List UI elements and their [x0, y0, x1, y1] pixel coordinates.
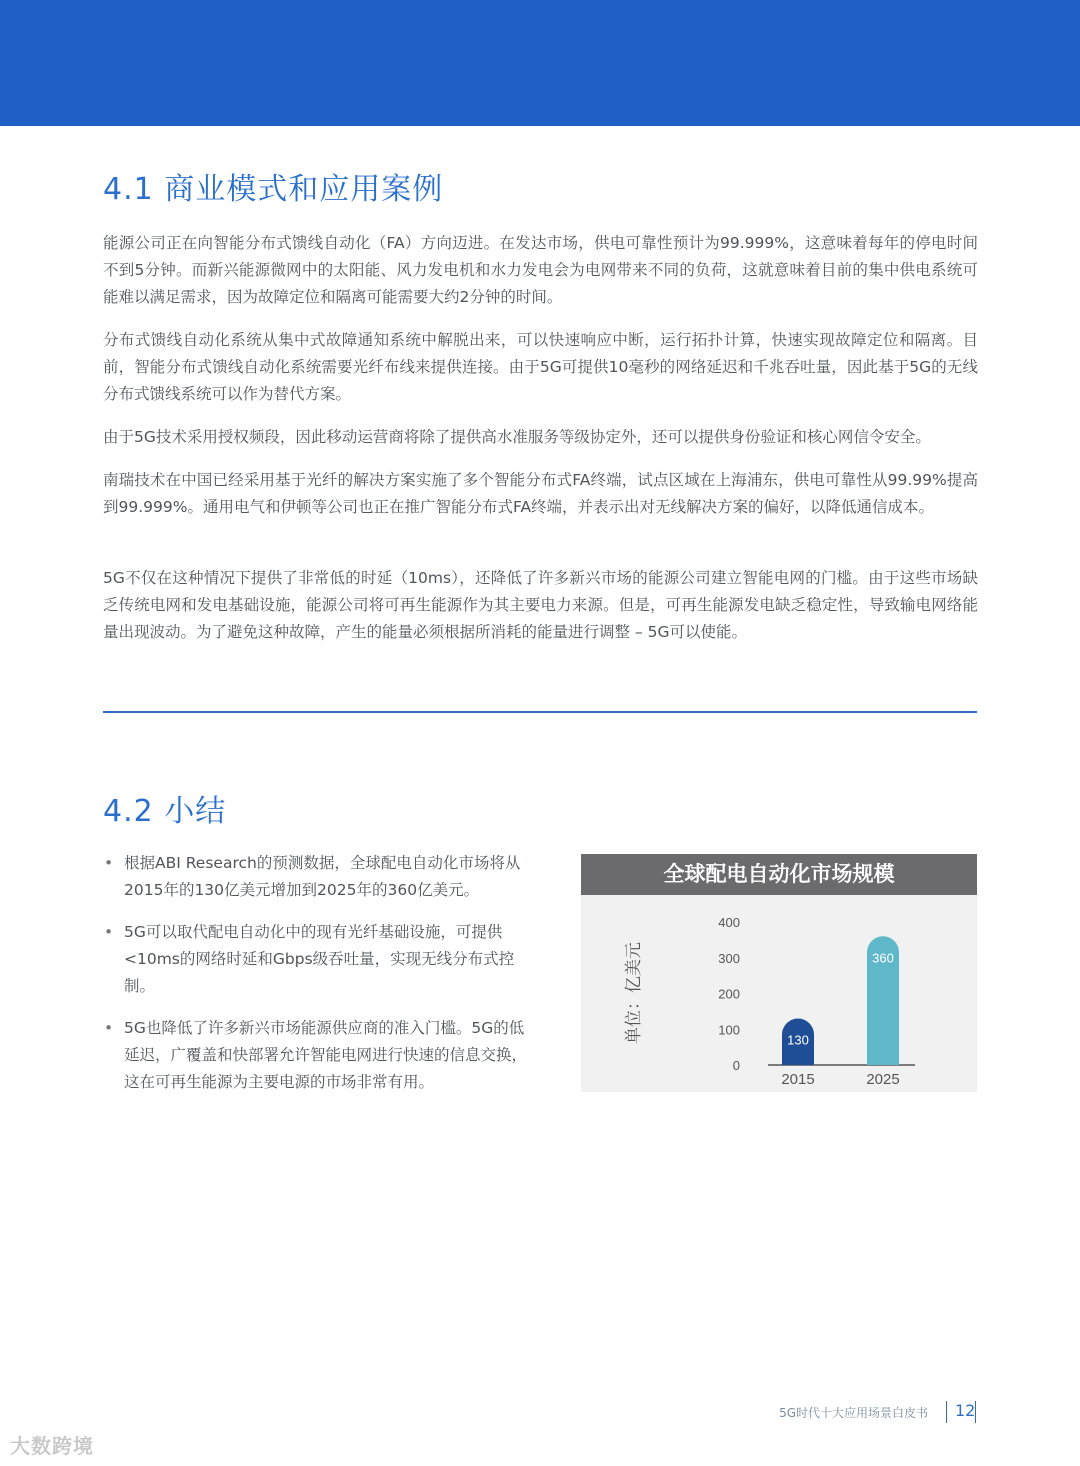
market-size-chart [581, 854, 977, 1092]
y-tick-label: 300 [718, 950, 740, 966]
section-heading-4-2: 4.2 小结 [103, 794, 227, 829]
x-tick-label: 2025 [866, 1071, 900, 1088]
section-divider [103, 711, 977, 713]
page-number-divider [975, 1401, 976, 1423]
bullet-text: 5G可以取代配电自动化中的现有光纤基础设施，可提供<10ms的网络时延和Gbps级吞吐量，实现无线分布式控制。 [124, 923, 515, 995]
top-banner [0, 0, 1080, 126]
bullet-icon: • [104, 1019, 114, 1037]
bullet-icon: • [104, 923, 114, 941]
y-tick-label: 0 [732, 1058, 740, 1073]
list-item [103, 919, 533, 1000]
bar-chart [581, 895, 977, 1092]
y-tick-label: 100 [718, 1022, 740, 1038]
footer-doc-title: 5G时代十大应用场景白皮书 [779, 1406, 928, 1420]
footer-divider [946, 1401, 947, 1423]
page-number: 12 [955, 1401, 976, 1420]
data-label: 130 [787, 1032, 809, 1048]
y-tick-label: 400 [718, 915, 740, 930]
list-item [103, 1015, 533, 1096]
bullet-icon: • [104, 854, 114, 872]
list-item [103, 850, 533, 904]
x-tick-label: 2015 [781, 1071, 815, 1088]
bullet-text: 根据ABI Research的预测数据，全球配电自动化市场将从2015年的130亿美元增加到2025年的360亿美元。 [124, 854, 521, 899]
paragraph-1: 能源公司正在向智能分布式馈线自动化（FA）方向迈进。在发达市场，供电可靠性预计为99.999%，这意味着每年的停电时间不到5分钟。而新兴能源微网中的太阳能、风力发电机和水力发电会为电网带来不同的负荷，这就意味着目前的集中供电系统可能难以满足需求，因为故障定位和隔离可能需要大约2分钟的时间。 [103, 234, 978, 306]
chart-title: 全球配电自动化市场规模 [581, 854, 977, 895]
watermark-logo: 大数跨境 [10, 1434, 94, 1458]
paragraph-5: 5G不仅在这种情况下提供了非常低的时延（10ms），还降低了许多新兴市场的能源公司建立智能电网的门槛。由于这些市场缺乏传统电网和发电基础设施，能源公司将可再生能源作为其主要电力来源。但是，可再生能源发电缺乏稳定性，导致输电网络能量出现波动。为了避免这种故障，产生的能量必须根据所消耗的能量进行调整 – 5G可以使能。 [103, 569, 978, 641]
paragraph-2: 分布式馈线自动化系统从集中式故障通知系统中解脱出来，可以快速响应中断，运行拓扑计算，快速实现故障定位和隔离。目前，智能分布式馈线自动化系统需要光纤布线来提供连接。由于5G可提供10毫秒的网络延迟和千兆吞吐量，因此基于5G的无线分布式馈线系统可以作为替代方案。 [103, 331, 978, 403]
paragraph-4: 南瑞技术在中国已经采用基于光纤的解决方案实施了多个智能分布式FA终端，试点区域在上海浦东，供电可靠性从99.99%提高到99.999%。通用电气和伊顿等公司也正在推广智能分布式FA终端，并表示出对无线解决方案的偏好，以降低通信成本。 [103, 471, 978, 516]
y-tick-label: 200 [718, 986, 740, 1002]
section-heading-4-1: 4.1 商业模式和应用案例 [103, 172, 444, 207]
paragraph-3: 由于5G技术采用授权频段，因此移动运营商将除了提供高水准服务等级协定外，还可以提供身份验证和核心网信令安全。 [103, 428, 931, 446]
summary-list [103, 850, 533, 1111]
bullet-text: 5G也降低了许多新兴市场能源供应商的准入门槛。5G的低延迟，广覆盖和快部署允许智能电网进行快速的信息交换，这在可再生能源为主要电源的市场非常有用。 [124, 1019, 528, 1091]
y-axis-label: 单位：亿美元 [624, 942, 644, 1044]
data-label: 360 [872, 950, 894, 966]
